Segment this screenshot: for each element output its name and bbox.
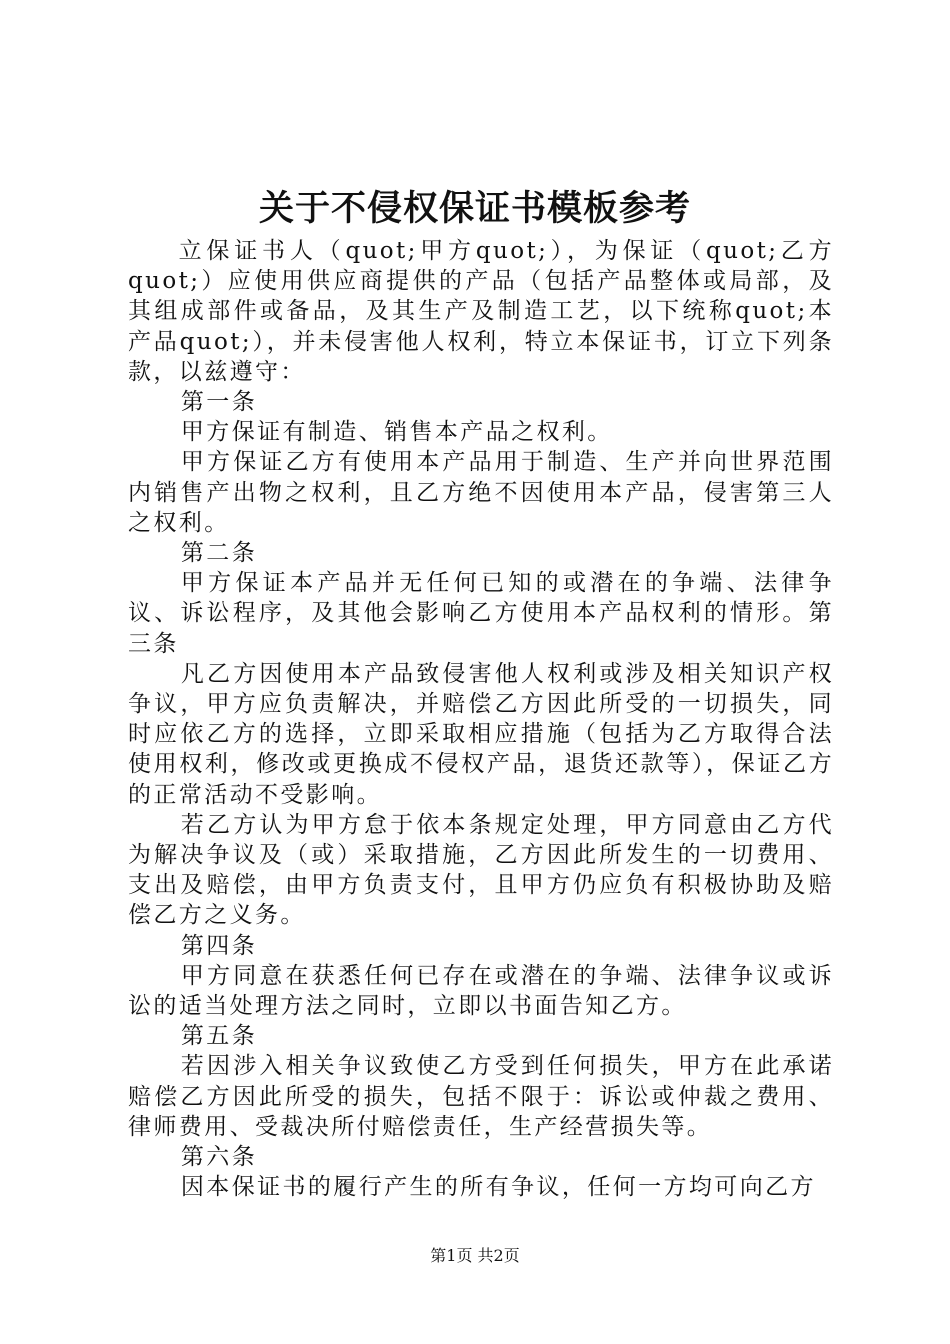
paragraph-article-1-a: 甲方保证有制造、销售本产品之权利。 xyxy=(180,419,613,446)
paragraph-article-6: 因本保证书的履行产生的所有争议，任何一方均可向乙方 xyxy=(180,1174,816,1201)
paragraph-article-4: 甲方同意在获悉任何已存在或潜在的争端、法律争议或诉讼的适当处理方法之同时，立即以书面告知乙方。 xyxy=(128,962,834,1020)
paragraph-article-5: 若因涉入相关争议致使乙方受到任何损失，甲方在此承诺赔偿乙方因此所受的损失，包括不限于：诉讼或仲裁之费用、律师费用、受裁决所付赔偿责任，生产经营损失等。 xyxy=(128,1053,834,1140)
page-footer: 第1页 共2页 xyxy=(430,1246,520,1265)
paragraph-article-1-b: 甲方保证乙方有使用本产品用于制造、生产并向世界范围内销售产出物之权利，且乙方绝不因使用本产品，侵害第三人之权利。 xyxy=(128,449,834,536)
paragraph-preamble: 立保证书人（quot;甲方quot;），为保证（quot;乙方quot;）应使用供应商提供的产品（包括产品整体或局部，及其组成部件或备品，及其生产及制造工艺，以下统称quot;本产品quot;），并未侵害他人权利，特立本保证书，订立下列条款，以兹遵守： xyxy=(128,238,834,385)
article-heading-6: 第六条 xyxy=(180,1144,258,1171)
paragraph-article-2: 甲方保证本产品并无任何已知的或潜在的争端、法律争议、诉讼程序，及其他会影响乙方使用本产品权利的情形。第三条 xyxy=(128,570,834,657)
paragraph-article-3-a: 凡乙方因使用本产品致侵害他人权利或涉及相关知识产权争议，甲方应负责解决，并赔偿乙方因此所受的一切损失，同时应依乙方的选择，立即采取相应措施（包括为乙方取得合法使用权利，修改或更换成不侵权产品，退货还款等），保证乙方的正常活动不受影响。 xyxy=(128,660,834,808)
article-heading-5: 第五条 xyxy=(180,1023,258,1050)
article-heading-4: 第四条 xyxy=(180,932,258,959)
article-heading-2: 第二条 xyxy=(180,540,258,567)
paragraph-article-3-b: 若乙方认为甲方怠于依本条规定处理，甲方同意由乙方代为解决争议及（或）采取措施，乙方因此所发生的一切费用、支出及赔偿，由甲方负责支付，且甲方仍应负有积极协助及赔偿乙方之义务。 xyxy=(128,811,834,929)
document-body xyxy=(128,236,834,1203)
document-title: 关于不侵权保证书模板参考 xyxy=(258,188,691,229)
article-heading-1: 第一条 xyxy=(180,389,258,416)
